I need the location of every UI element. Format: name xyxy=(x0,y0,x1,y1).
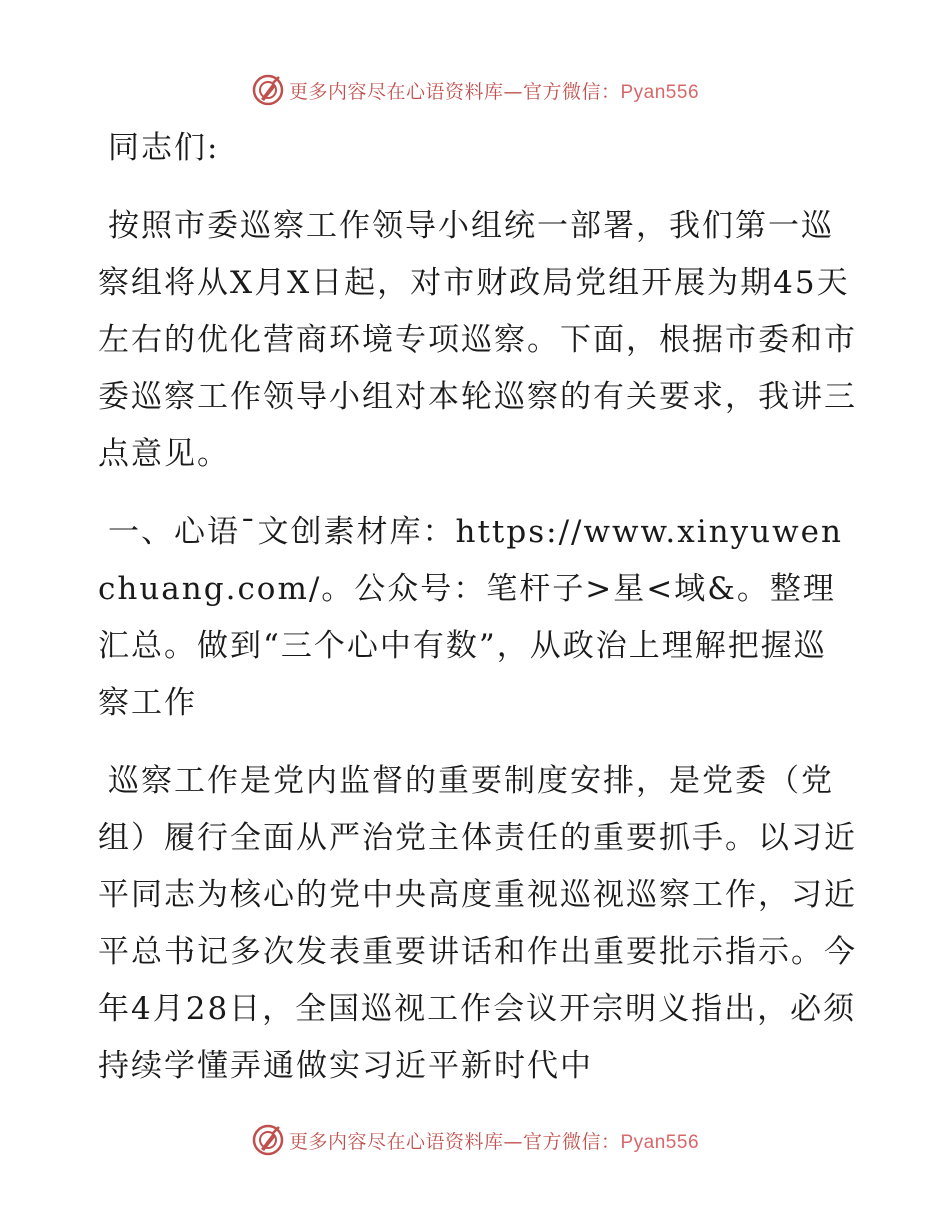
pen-logo-icon xyxy=(251,73,285,107)
watermark-title: 更多内容尽在心语资料库 xyxy=(288,80,504,103)
watermark-banner-top xyxy=(0,68,950,112)
watermark-text xyxy=(289,1127,699,1154)
watermark-dash: — xyxy=(503,80,523,103)
watermark-banner-bottom xyxy=(0,1118,950,1162)
watermark-handle: Pyan556 xyxy=(620,1131,700,1153)
watermark-suffix: 官方微信： xyxy=(522,1130,621,1153)
watermark-title: 更多内容尽在心语资料库 xyxy=(288,1130,504,1153)
document-body xyxy=(98,120,858,1095)
watermark-handle: Pyan556 xyxy=(620,81,700,103)
greeting: 同志们: xyxy=(108,130,220,166)
watermark-text xyxy=(289,77,699,104)
pen-logo-icon xyxy=(251,1123,285,1157)
watermark-dash: — xyxy=(503,1130,523,1153)
paragraph-1: 按照市委巡察工作领导小组统一部署，我们第一巡察组将从X月X日起，对市财政局党组开展为期45天左右的优化营商环境专项巡察。下面，根据市委和市委巡察工作领导小组对本轮巡察的有关要求，我讲三点意见。 xyxy=(98,208,857,472)
paragraph-3: 巡察工作是党内监督的重要制度安排，是党委（党组）履行全面从严治党主体责任的重要抓手。以习近平同志为核心的党中央高度重视巡视巡察工作，习近平总书记多次发表重要讲话和作出重要批示指示。今年4月28日，全国巡视工作会议开宗明义指出，必须持续学懂弄通做实习近平新时代中 xyxy=(98,763,857,1084)
paragraph-2: 一、心语¯文创素材库：https://www.xinyuwenchuang.com/。公众号：笔杆子>星<域&。整理汇总。做到“三个心中有数”，从政治上理解把握巡察工作 xyxy=(98,514,843,721)
watermark-suffix: 官方微信： xyxy=(522,80,621,103)
